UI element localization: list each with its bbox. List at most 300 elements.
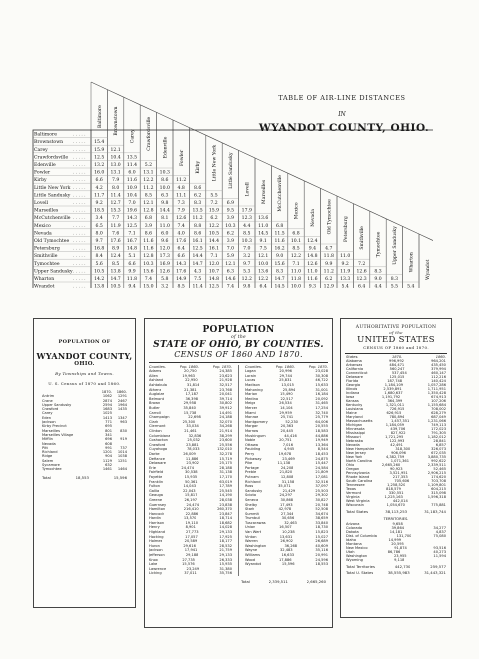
row-value: 1464 (117, 467, 127, 472)
row-label: Clinton (149, 429, 162, 434)
distance-cell: 12.9 (323, 284, 334, 288)
row-value: 17,493 (280, 502, 293, 507)
row-label: Washington (245, 543, 267, 548)
leader-dots: . . . . . (73, 147, 86, 153)
leader-dots: . . . . . (73, 132, 86, 138)
distance-cell: 11.4 (192, 284, 203, 288)
row-value: 33,840 (315, 520, 328, 525)
row-value: 2874 (102, 398, 112, 403)
row-value: 31,465 (315, 401, 328, 406)
distance-cell: 12.6 (176, 216, 187, 222)
row-label: Illinois (346, 387, 358, 392)
distance-cell: 14.5 (274, 284, 285, 288)
row-label: Sycamore (42, 463, 60, 468)
row-value: 2594 (102, 402, 112, 407)
distance-cell: 4.8 (177, 185, 185, 191)
row-value: 20,991 (315, 553, 328, 558)
row-label: Madison (245, 383, 260, 388)
row-value: 22,517 (280, 396, 294, 401)
row-value: 379,994 (431, 367, 446, 372)
row-value: 15,935 (184, 474, 198, 479)
ohio-county-row (149, 571, 232, 576)
row-value: 17,925 (219, 534, 232, 539)
distance-cell: 12.1 (143, 201, 154, 206)
distance-cell: 11.2 (176, 178, 187, 184)
us-grand-total: Total U. States 38,555,983 31,443,321 (346, 569, 446, 575)
row-value: 31,380 (219, 566, 232, 571)
row-value: 1201 (102, 450, 112, 455)
row-value: 315,098 (431, 491, 446, 496)
distance-cell: 5.2 (144, 163, 153, 168)
row-label: Putnam (245, 474, 259, 479)
row-value: 24,474 (186, 502, 200, 507)
row-label: Crane (42, 398, 53, 403)
row-value: 52,230 (285, 419, 298, 424)
distance-cell: 8.3 (374, 269, 382, 275)
distance-cell: 10.3 (143, 261, 154, 267)
row-value: 15,447 (315, 461, 328, 466)
distance-cell: 11.8 (126, 277, 138, 282)
row-label: Carey (42, 411, 53, 416)
row-label-marseilles: Marseilles (34, 208, 59, 214)
row-value: 21,381 (184, 387, 197, 392)
distance-cell: 6.3 (226, 269, 235, 275)
row-value: 25,556 (219, 442, 232, 447)
row-value: 140,424 (431, 379, 446, 384)
row-value: 1,721,295 (385, 435, 404, 440)
row-label-mccutchenville: McCutchenville (34, 216, 71, 222)
ohio-title-1: POPULATION (202, 325, 275, 335)
distance-cell: 15.3 (110, 208, 121, 214)
row-label-mexico: Mexico (34, 223, 51, 229)
distance-cell: 8.3 (275, 269, 284, 275)
column-header-kirby: Kirby (196, 160, 202, 174)
distance-cell: 10.3 (241, 239, 252, 244)
row-value: 830 (120, 428, 127, 433)
row-label: Mercer (245, 406, 258, 411)
row-value: 4,382,759 (385, 455, 405, 460)
distance-table (31, 78, 433, 288)
row-value: 696 (105, 437, 112, 442)
distance-cell: 5.9 (226, 254, 235, 260)
distance-cell: 12.4 (110, 254, 121, 260)
row-label: Van Wert (245, 530, 262, 535)
row-label: Nevada (346, 443, 360, 448)
us-territories-list (346, 522, 446, 562)
row-label: Tuscarawas (245, 520, 266, 525)
row-value: 18,583 (315, 429, 328, 434)
row-label: Richland (42, 450, 58, 455)
row-value: 818,579 (386, 487, 401, 492)
row-label: Cuyahoga (149, 447, 168, 452)
row-value: 42,491 (390, 443, 403, 448)
distance-cell: 15.4 (94, 140, 105, 146)
row-value: 35,840 (183, 406, 196, 411)
column-header-wyandot: Wyandot (425, 259, 431, 280)
row-label: Jackson (149, 548, 163, 553)
distance-cell: 15.9 (94, 147, 105, 153)
row-label: Maine (346, 411, 357, 416)
distance-cell: 9.6 (161, 239, 169, 244)
row-value: 11,138 (277, 461, 291, 466)
distance-cell: 17.3 (159, 254, 170, 260)
column-header-mexico: Mexico (294, 202, 300, 220)
row-label-little-sandusky: Little Sandusky (34, 193, 71, 199)
distance-cell: 7.1 (128, 231, 136, 237)
distance-cell: 9.9 (325, 261, 333, 267)
row-value: 8,901 (185, 525, 196, 530)
distance-cell: 3.2 (161, 284, 169, 288)
leader-dots: . . . . . (73, 223, 86, 229)
distance-cell: 12.6 (159, 269, 170, 275)
distance-cell: 6.4 (177, 246, 185, 252)
row-value: 996,992 (389, 359, 404, 364)
row-label: Michigan (346, 423, 363, 428)
distance-cell: 11.0 (258, 223, 269, 229)
row-value: 30,868 (280, 497, 294, 502)
row-value: 32,740 (315, 410, 328, 415)
distance-cell: 10.4 (126, 193, 138, 199)
row-label-kirby: Kirby (34, 178, 47, 184)
row-value: 2,539,891 (383, 387, 402, 392)
row-label: Utah (346, 549, 355, 554)
row-value: 626,915 (386, 411, 402, 416)
row-label: Henry (149, 525, 160, 530)
row-value: 20,092 (315, 396, 328, 401)
distance-cell: 10.3 (159, 170, 170, 176)
row-label: Franklin (149, 479, 164, 484)
row-label: Logan (245, 369, 256, 374)
row-label: Lorain (245, 373, 257, 378)
distance-cell: 9.3 (308, 284, 317, 288)
row-label: Guernsey (149, 502, 167, 507)
row-value: 14,190 (219, 493, 232, 498)
row-value: 9,658 (392, 521, 403, 526)
row-value: 15,935 (219, 562, 232, 567)
distance-cell: 12.2 (208, 223, 220, 229)
row-value: 39,714 (219, 396, 232, 401)
distance-cell: 6.8 (275, 223, 284, 229)
row-value: 1683 (102, 407, 112, 412)
row-label: Portage (245, 465, 259, 470)
distance-cell: 14.9 (176, 277, 187, 282)
distance-cell: 7.0 (226, 246, 235, 252)
distance-cell: 11.6 (307, 277, 318, 282)
row-label: Iowa (346, 395, 355, 400)
row-value: 18,714 (219, 516, 232, 521)
row-value: 25,300 (182, 419, 196, 424)
us-states-total: Total States 38,113,253 31,183,744 (346, 509, 446, 515)
row-value: 25,545 (219, 488, 232, 493)
row-value: 1,350,428 (427, 391, 446, 396)
distance-cell: 8.3 (193, 201, 202, 206)
distance-cell: 16.2 (274, 246, 285, 252)
distance-cell: 9.0 (374, 277, 382, 282)
distance-cell: 7.1 (292, 261, 300, 267)
row-label: Rhode Island (346, 475, 370, 480)
distance-cell: 6.0 (128, 170, 136, 176)
row-label: Clark (149, 419, 159, 424)
row-label: California (346, 367, 364, 372)
distance-cell: 16.1 (208, 246, 220, 252)
row-label: Hocking (149, 534, 164, 539)
row-value: 695 (105, 424, 112, 429)
distance-cell: 14.3 (176, 261, 187, 267)
distance-cell: 6.6 (128, 261, 136, 267)
row-value: 187,748 (387, 379, 403, 384)
row-label: Butler (149, 406, 160, 411)
column-header-tymochtee: Tymochtee (376, 231, 382, 258)
row-value: 22,043 (183, 488, 196, 493)
distance-cell: 8.4 (95, 254, 103, 260)
distance-cell: 10.5 (110, 284, 121, 288)
row-value: 628,279 (431, 411, 446, 416)
distance-cell: 12.2 (143, 178, 154, 184)
distance-cell: 8.5 (177, 284, 185, 288)
ohio-title-4: CENSUS OF 1860 AND 1870. (174, 350, 303, 359)
row-value: 260,370 (217, 507, 232, 512)
distance-cell: 11.5 (274, 231, 285, 237)
wyandot-population-panel (33, 318, 136, 608)
row-value: 28,841 (433, 439, 446, 444)
row-label: Defiance (149, 456, 165, 461)
row-label: New Hampshire (346, 447, 375, 452)
row-label: Montana (346, 541, 362, 546)
distance-cell: 11.2 (323, 269, 334, 275)
row-value: 107,206 (431, 399, 446, 404)
row-value: 112,216 (431, 375, 446, 380)
row-label: Wyandot (245, 562, 261, 567)
row-value: 1,191,792 (381, 395, 401, 400)
row-value: 44,416 (284, 433, 297, 438)
row-value: 2,906,215 (427, 471, 446, 476)
row-label: Warren (245, 539, 258, 544)
row-label: Richland (245, 479, 261, 484)
row-value: 28,038 (219, 497, 232, 502)
row-value: 27,773 (185, 530, 199, 535)
row-value: 15,027 (315, 534, 328, 539)
row-value: 23,028 (315, 369, 328, 374)
row-label: Columbiana (149, 433, 171, 438)
ohio-population-panel (144, 318, 333, 628)
row-label: West Virginia (346, 499, 370, 504)
row-label: Ashtabula (149, 383, 167, 388)
ohio-title-3: STATE OF OHIO, BY COUNTIES. (153, 340, 324, 350)
distance-cell: 13.8 (110, 269, 121, 275)
row-value: 31,138 (219, 470, 232, 475)
leader-dots: . . . . . (73, 163, 86, 168)
distance-cell: 8.6 (161, 178, 169, 184)
row-value: 708,002 (431, 407, 446, 412)
column-header-marseilles: Marseilles (261, 179, 267, 204)
row-value: 33,034 (186, 424, 199, 429)
distance-cell: 8.0 (95, 231, 103, 237)
row-value: 1,231,066 (427, 419, 446, 424)
row-value: 172,023 (431, 427, 446, 432)
distance-cell: 5.5 (210, 193, 218, 199)
row-label: Erie (149, 465, 156, 470)
row-label: Seneca (245, 497, 259, 502)
distance-cell: 11.4 (126, 163, 138, 168)
column-header-nevada: Nevada (311, 209, 316, 227)
distance-cell: 9.2 (95, 201, 103, 206)
distance-cell: 6.3 (161, 193, 169, 199)
row-label-upper-sandusky: Upper Sandusky (34, 269, 73, 275)
row-label: Connecticut (346, 371, 368, 376)
row-value: 10,238 (282, 530, 295, 535)
row-label: Shelby (245, 502, 258, 507)
row-label: Marseilles (42, 428, 60, 433)
ohio-header-right: Counties. Pop. 1860. Pop. 1870. (245, 365, 328, 369)
row-label: Crawford (42, 407, 59, 412)
row-value: 11,594 (433, 553, 446, 558)
row-label: Jackson (42, 420, 56, 425)
distance-cell: 11.0 (159, 223, 170, 229)
row-value: 1,109,801 (427, 483, 446, 488)
distance-cell: 10.7 (208, 269, 220, 275)
leader-dots: . . . . . (73, 216, 86, 222)
distance-cell: 13.3 (340, 277, 351, 282)
row-value: 35,116 (315, 548, 328, 553)
distance-cell: 6.8 (144, 216, 153, 222)
distance-cell: 16.1 (192, 239, 203, 244)
row-value: 1,457,351 (390, 419, 410, 424)
distance-cell: 12.5 (192, 246, 203, 252)
distance-cell: 17.6 (176, 239, 187, 244)
row-label: Perry (245, 451, 255, 456)
row-value: 34,277 (433, 525, 446, 530)
leader-dots: . . . . . (73, 178, 86, 184)
row-value: 217,353 (392, 475, 408, 480)
distance-cell: 10.0 (258, 261, 269, 267)
row-value: 12,808 (280, 474, 294, 479)
row-value: 21,759 (219, 548, 232, 553)
row-label: Marion (245, 392, 258, 397)
row-value: 13,015 (281, 383, 294, 388)
distance-cell: 3.2 (243, 254, 251, 260)
leader-dots: . . . . . (73, 246, 86, 252)
row-label: Arkansas (346, 363, 363, 368)
row-label: Adams (149, 369, 162, 374)
row-label: Colorado (346, 525, 363, 530)
row-value: 963 (120, 420, 127, 425)
distance-cell: 8.6 (193, 185, 202, 191)
distance-cell: 11.2 (143, 185, 154, 191)
us-title-4: CENSUS OF 1860 and 1870. (363, 345, 429, 350)
row-value: 31,814 (186, 383, 200, 388)
row-label: Highland (149, 530, 166, 535)
row-value: 122,993 (389, 439, 405, 444)
row-value: 4,837 (435, 529, 446, 534)
row-label-brownstown: Brownstown (34, 140, 64, 146)
row-label: Pickaway (245, 456, 262, 461)
ohio-county-row (245, 562, 328, 567)
leader-dots: . . . . . (73, 185, 86, 191)
distance-cell: 12.3 (356, 277, 367, 282)
row-label: Maryland (346, 415, 363, 420)
distance-cell: 8.3 (390, 277, 399, 282)
row-value: 906,096 (391, 451, 406, 456)
leader-dots: . . . . . (73, 254, 86, 260)
row-value: 13,570 (183, 516, 197, 521)
us-state-row (346, 503, 446, 507)
row-label: Gallia (149, 488, 160, 493)
row-value: 39,912 (219, 406, 232, 411)
us-territory-row (346, 558, 446, 562)
distance-cell: 7.0 (243, 246, 251, 252)
wyandot-row (42, 467, 127, 471)
row-label: Kansas (346, 399, 359, 404)
distance-cell: 8.0 (111, 185, 120, 191)
row-label: Fayette (149, 474, 163, 479)
row-label: Noble (245, 438, 256, 443)
row-label: Georgia (346, 383, 361, 388)
row-value: 91,874 (394, 545, 407, 550)
row-value: 46,722 (315, 378, 328, 383)
row-value: 39,864 (391, 525, 405, 530)
row-value: 125,015 (389, 375, 405, 380)
row-value: 364,399 (387, 399, 403, 404)
row-label: Wisconsin (346, 503, 364, 508)
distance-table-county: WYANDOT COUNTY, OHIO. (258, 122, 430, 134)
row-label: Kentucky (346, 403, 363, 408)
column-header-carey: Carey (130, 129, 136, 144)
row-value: 737 (120, 445, 127, 450)
wyandot-title-4: By Townships and Towns. (55, 371, 114, 376)
row-value: 21,461 (184, 429, 197, 434)
distance-cell: 16.9 (159, 261, 170, 267)
row-label: Vermont (346, 491, 362, 496)
row-value: 23,881 (186, 442, 199, 447)
row-value: 93,516 (433, 545, 446, 550)
row-value: 35,756 (219, 571, 232, 576)
row-label: Pennsylvania (346, 471, 370, 476)
row-label-nevada: Nevada (34, 231, 52, 237)
row-value: 35,071 (278, 484, 291, 489)
row-value: 1347 (117, 415, 127, 420)
distance-cell: 16.8 (94, 246, 105, 252)
row-value: 1062 (102, 394, 112, 399)
row-value: 31,001 (315, 387, 328, 392)
row-value: 1964 (117, 402, 127, 407)
row-value: 29,133 (219, 553, 232, 558)
distance-cell: 3.9 (226, 239, 235, 244)
distance-cell: 5.3 (243, 269, 251, 275)
row-value: 38,299 (219, 433, 232, 438)
row-value: 904 (105, 454, 112, 459)
distance-cell: 8.6 (193, 231, 202, 237)
row-label: Darke (149, 451, 160, 456)
row-value: 15,596 (281, 562, 295, 567)
row-label: Brown (149, 401, 161, 406)
row-label: Geauga (149, 493, 163, 498)
row-value: 1025 (102, 411, 112, 416)
row-value: 32,070 (219, 419, 232, 424)
row-value: 991 (105, 445, 112, 450)
row-label: New Jersey (346, 451, 366, 456)
distance-cell: 6.2 (193, 193, 202, 199)
row-value: 13,364 (315, 442, 328, 447)
distance-cell: 17.6 (110, 239, 121, 244)
distance-cell: 4.7 (325, 246, 333, 252)
distance-cell: 4.0 (177, 231, 185, 237)
distance-cell: 11.7 (94, 193, 105, 199)
row-value: 20,445 (280, 429, 294, 434)
distance-cell: 6.2 (226, 231, 235, 237)
distance-cell: 10.9 (126, 185, 138, 191)
distance-cell: 8.5 (292, 246, 300, 252)
column-header-brownstown: Brownstown (114, 106, 120, 136)
